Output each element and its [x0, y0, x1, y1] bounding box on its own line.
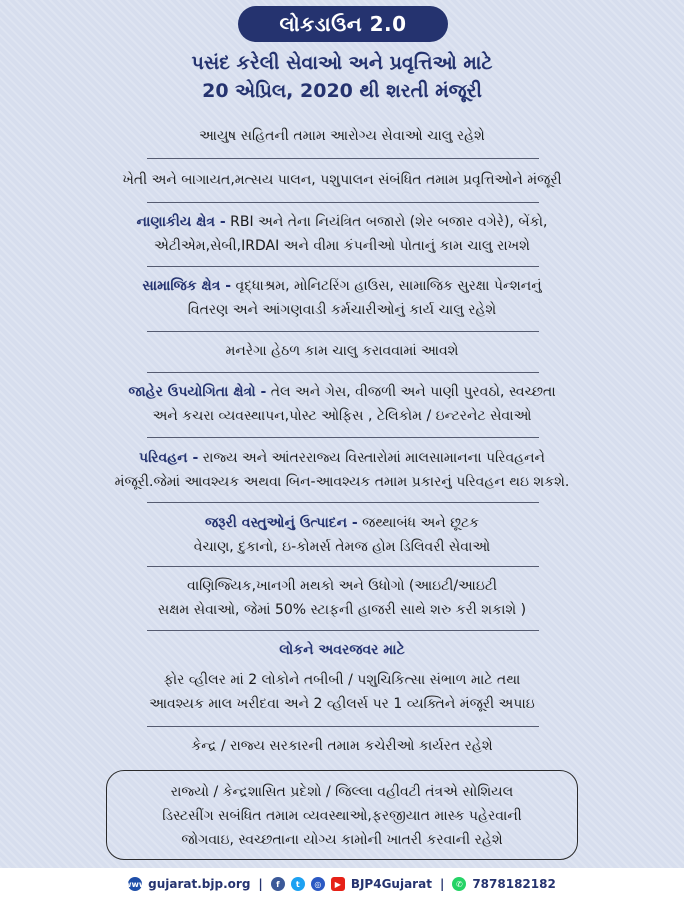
footer-handle[interactable]: BJP4Gujarat	[350, 877, 432, 891]
essential-label: જરૂરી વસ્તુઓનું ઉત્પાદન -	[204, 515, 358, 531]
utility-text: તેલ અને ગેસ, વીજળી અને પાણી પુરવઠો, સ્વચ્છતા	[266, 384, 556, 400]
instagram-icon[interactable]: ◎	[311, 877, 325, 891]
item-social-line-1	[0, 276, 684, 296]
utility-label: જાહેર ઉપયોગિતા ક્ષેત્રો -	[128, 384, 267, 400]
title-text: લોકડાઉન 2.0	[279, 12, 407, 36]
social-label: સામાજિક ક્ષેત્ર -	[142, 278, 232, 294]
youtube-icon[interactable]: ▶	[331, 877, 345, 891]
divider	[147, 726, 539, 727]
item-essential-line-2: વેચાણ, દુકાનો, ઇ-કોમર્સ તેમજ હોમ ડિલિવરી સેવાઓ	[193, 539, 491, 555]
globe-icon: www	[128, 877, 142, 891]
movement-heading: લોકને અવરજવર માટે	[279, 642, 405, 658]
divider	[147, 502, 539, 503]
item-farming: ખેતી અને બાગાયત,મત્સય પાલન, પશુપાલન સંબંધિત તમામ પ્રવૃત્તિઓને મંજૂરી	[122, 172, 562, 188]
divider	[147, 331, 539, 332]
divider	[147, 372, 539, 373]
transport-label: પરિવહન -	[139, 450, 199, 466]
item-utility-line-2: અને કચરા વ્યવસ્થાપન,પોસ્ટ ઓફિસ , ટેલિકોમ / ઇન્ટરનેટ સેવાઓ	[152, 408, 532, 424]
finance-text: RBI અને તેના નિયંત્રિત બજારો (શેર બજાર વગેરે), બેંકો,	[225, 214, 548, 230]
twitter-icon[interactable]: t	[291, 877, 305, 891]
item-health: આયુષ સહિતની તમામ આરોગ્ય સેવાઓ ચાલુ રહેશે	[199, 128, 485, 144]
divider	[147, 437, 539, 438]
item-commerce-line-2: સક્ષમ સેવાઓ, જેમાં 50% સ્ટાફની હાજરી સાથે શરુ કરી શકાશે )	[157, 602, 527, 618]
footer-phone[interactable]: 7878182182	[472, 877, 556, 891]
item-transport-line-1	[0, 448, 684, 468]
item-finance-line-2: એટીએમ,સેબી,IRDAI અને વીમા કંપનીઓ પોતાનું કામ ચાલુ રાખશે	[154, 238, 530, 254]
headline-line-2: 20 એપ્રિલ, 2020 થી શરતી મંજૂરી	[202, 80, 482, 102]
facebook-icon[interactable]: f	[271, 877, 285, 891]
divider	[147, 266, 539, 267]
item-social-line-2: વિતરણ અને આંગણવાડી કર્મચારીઓનું કાર્ય ચાલુ રહેશે	[187, 302, 497, 318]
item-movement-line-1: ફોર વ્હીલર માં 2 લોકોને તબીબી / પશુચિકિત્સા સંભાળ માટે તથા	[163, 672, 521, 688]
item-essential-line-1	[0, 513, 684, 533]
footer-separator: |	[439, 877, 445, 891]
item-offices: કેન્દ્ર / રાજ્ય સરકારની તમામ કચેરીઓ કાર્યરત રહેશે	[191, 738, 493, 754]
item-transport-line-2: મંજૂરી.જેમાં આવશ્યક અથવા બિન-આવશ્યક તમામ પ્રકારનું પરિવહન થઇ શકશે.	[114, 474, 570, 490]
title-badge	[238, 6, 448, 42]
notice-line-2: ડિસ્ટસીંગ સબંધિત તમામ વ્યવસ્થાઓ,ફરજીયાત માસ્ક પહેરવાની	[162, 808, 522, 824]
item-commerce-line-1: વાણિજ્યિક,ખાનગી મથકો અને ઉધોગો (આઇટી/આઇટી	[186, 578, 498, 594]
footer-separator: |	[258, 877, 263, 891]
notice-line-3: જોગવાઇ, સ્વચ્છતાના યોગ્ય કામોની ખાતરી કરવાની રહેશે	[181, 832, 503, 848]
item-utility-line-1	[0, 382, 684, 402]
whatsapp-icon[interactable]: ✆	[452, 877, 466, 891]
social-text: વૃદ્ધાશ્રમ, મોનિટરિંગ હાઉસ, સામાજિક સુરક્ષા પેન્શનનું	[231, 278, 542, 294]
item-movement-line-2: આવશ્યક માલ ખરીદવા અને 2 વ્હીલર્સ પર 1 વ્યક્તિને મંજૂરી અપાઇ	[149, 696, 535, 712]
essential-text: જથ્થાબંધ અને છૂટક	[357, 515, 480, 531]
divider	[147, 630, 539, 631]
divider	[147, 158, 539, 159]
footer-website[interactable]: gujarat.bjp.org	[148, 877, 251, 891]
item-finance-line-1	[0, 212, 684, 232]
divider	[147, 566, 539, 567]
footer-bar	[0, 868, 684, 900]
transport-text: રાજ્ય અને આંતરરાજ્ય વિસ્તારોમાં માલસામાનના પરિવહનને	[198, 450, 545, 466]
headline-line-1: પસંદ કરેલી સેવાઓ અને પ્રવૃત્તિઓ માટે	[191, 52, 493, 74]
divider	[147, 202, 539, 203]
notice-line-1: રાજ્યો / કેન્દ્રશાસિત પ્રદેશો / જિલ્લા વહીવટી તંત્રએ સોશિયલ	[170, 784, 514, 800]
finance-label: નાણાકીય ક્ષેત્ર -	[136, 214, 226, 230]
item-mgnrega: મનરેગા હેઠળ કામ ચાલુ કરાવવામાં આવશે	[225, 343, 459, 359]
